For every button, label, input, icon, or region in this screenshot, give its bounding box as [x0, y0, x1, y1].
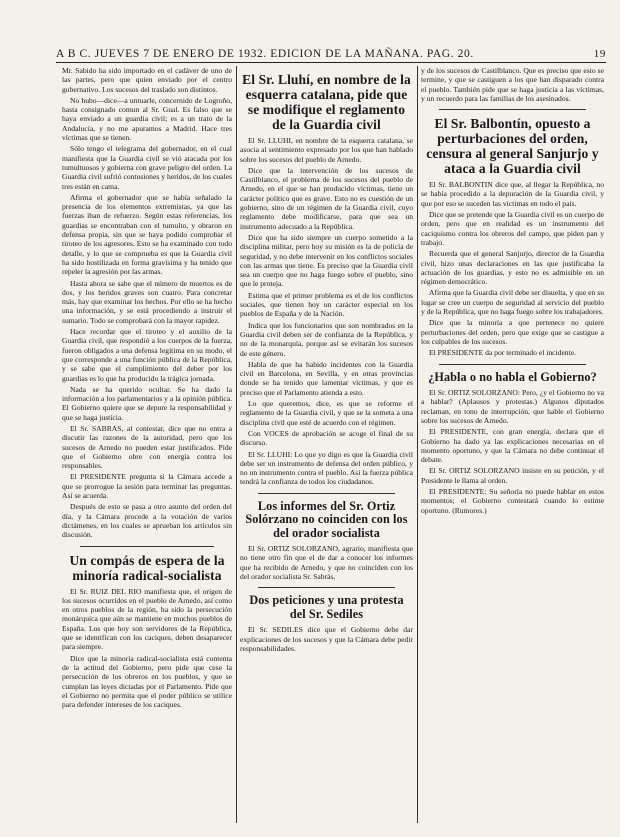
headline-sediles: Dos peticiones y una protesta del Sr. Sediles [249, 593, 404, 621]
column-rule [417, 66, 418, 823]
paragraph: El PRESIDENTE pregunta si la Cámara accede a que se prorrogue la sesión para terminar las preguntas. Así se acuerda. [62, 472, 232, 501]
paragraph: El Sr. ORTIZ SOLORZANO insiste en su petición, y el Presidente le llama al orden. [421, 466, 604, 485]
paragraph: Después de esto se pasa a otro asunto del orden del día, y la Cámara procede a la votación de varios dictámenes, en los cuales se aprueban los artículos sin discusión. [62, 502, 232, 540]
paragraph: Hasta ahora se sabe que el número de muertos es de dos, y los heridos graves son cuatro. Para concretar más, hay que examinar los hechos. Por ello se ha hecho una información, y se está procediendo a instruir el sumario. Todo se comprobará con la mayor rapidez. [62, 278, 232, 325]
paragraph: Dice que la minoría a que pertenece no quiere perturbaciones del orden, pero que exige que se castigue a los culpables de los sucesos. [421, 318, 604, 346]
paragraph: Mr. Sabido ha sido importado en el cadáver de uno de las partes, pero que quien enviado por el centro gubernativo. Los sucesos del traslado son distintos. [62, 66, 232, 94]
paragraph: El Sr. ORTIZ SOLORZANO, agrario, manifiesta que no tiene otro fin que el de dar a conocer los informes que ha recibido de Arnedo, y que no coinciden con los del orador socialista Sr. Sabrás. [240, 544, 413, 582]
column-right [421, 66, 604, 823]
paragraph: Lo que queremos, dice, es que se reforme el reglamento de la Guardia civil, y que se la someta a una disciplina civil que esté de acuerdo con el régimen. [240, 399, 413, 427]
column-rule [236, 66, 237, 823]
header-title: A B C. JUEVES 7 DE ENERO DE 1932. EDICION DE LA MAÑANA. PAG. 20. [56, 48, 474, 60]
paragraph: El Sr. BALBONTIN dice que, al llegar la República, no se había procedido a la depuración de la Guardia civil, y que por eso se suceden las víctimas en todo el país. [421, 180, 604, 208]
paragraph: El PRESIDENTE da por terminado el incidente. [429, 348, 576, 358]
column-left [62, 66, 232, 823]
paragraph: El Sr. SEDILES dice que el Gobierno debe dar explicaciones de los sucesos y que la Cámara debe pedir responsabilidades. [240, 625, 413, 653]
paragraph: Dice que ha sido siempre un cuerpo sometido a la disciplina militar, pero hoy su misión es la de policía de seguridad, y no debe intervenir en los conflictos sociales con las armas que tiene. Es preciso que la Guardia civil sea un cuerpo que no haga fuego sobre el pueblo, sino que le proteja. [240, 232, 413, 289]
paragraph: Hace recordar que el tiroteo y el auxilio de la Guardia civil, que respondió a los cuerpos de la fuerza, fueron obligados a una defensa legítima en su modo, el que corresponde a una función pública de la República, y se sabe que el cumplimiento del deber por los guardias es lo que ha producido la trágica jornada. [62, 327, 232, 383]
paragraph: Dice que la minoría radical-socialista está contenta de la actitud del Gobierno, pero pide que cese la persecución de los obreros en los pueblos, y que se cumplan las leyes dictadas por el Parlamento. Pide que el Gobierno no permita que el poder público se utilice para defender intereses de los caciques. [62, 653, 232, 710]
paragraph: Sólo tengo el telegrama del gobernador, en el cual manifiesta que la Guardia civil se vió atacada por los tumultuosos y gobierna con grave peligro del orden. La Guardia civil sufrió contusiones y heridos, de los cuales tres están en cama. [62, 144, 232, 191]
paragraph: El Sr. SABRAS, al contestar, dice que no entra a discutir las razones de la autoridad, pero que los sucesos de Arnedo no pueden estar justificados. Pide que el Gobierno obre con energía contra los responsables. [62, 423, 232, 471]
paragraph: Recuerda que el general Sanjurjo, director de la Guardia civil, hizo unas declaraciones en las que justificaba la actuación de los guardias, y esto no es admisible en un régimen democrático. [421, 249, 604, 287]
section-divider [439, 364, 586, 365]
headline-radical-socialista: Un compás de espera de la minoría radical-socialista [69, 552, 225, 583]
page-number: 19 [593, 48, 606, 60]
paragraph: y de los sucesos de Castilblanco. Que es preciso que esto se termine, y que se castiguen a los que han disparado contra el pueblo. También pide que se haga justicia a las víctimas, y un recuerdo para las familias de los asesinados. [421, 66, 604, 103]
paragraph: Afirma el gobernador que se había señalado la presencia de los elementos extremistas, ya que las fuerzas iban de refuerzo. Según estas referencias, los guardias se encontraban con el tumulto, y obraron en defensa propia, sin que se haya podido comprobar el tiroteo de los agresores. Esto se ha examinado con todo detalle, y lo que se comprueba es que la Guardia civil ha sido hostilizada en forma gravísima y ha tenido que repeler la agresión por las armas. [62, 192, 232, 277]
headline-ortiz-solorzano: Los informes del Sr. Ortiz Solórzano no coinciden con los del orador socialista [245, 498, 408, 540]
paragraph: El PRESIDENTE: Su señoría no puede hablar en estos momentos; el Gobierno contestará cuando lo estime oportuno. (Rumores.) [421, 487, 604, 515]
page-header [56, 40, 606, 63]
section-divider [258, 587, 395, 588]
section-divider [80, 546, 214, 547]
paragraph: Estima que el primer problema es el de los conflictos sociales, que tienen hoy un carácter especial en los pueblos de España y de la Nación. [240, 290, 413, 319]
paragraph: El Sr. RUIZ DEL RIO manifiesta que, el origen de los sucesos ocurridos en el pueblo de Arnedo, así como en otros pueblos de la región, ha sido la persecución monárquica que aún se mantiene en muchos pueblos de España. Los que hoy son servidores de la República, que se identifican con los caciques, deben desaparecer para siempre. [62, 586, 232, 652]
paragraph: Habla de que ha habido incidentes con la Guardia civil en Barcelona, en Sevilla, y en otras provincias donde se ha tenido que lamentar víctimas, y que es preciso que el Parlamento atienda a esto. [240, 359, 413, 397]
paragraph: Con VOCES de aprobación se acoge el final de su discurso. [240, 428, 413, 448]
paragraph: Afirma que la Guardia civil debe ser disuelta, y que en su lugar se cree un cuerpo de seguridad al servicio del pueblo y de la República, que no haga fuego sobre los trabajadores. [421, 288, 604, 317]
paragraph: El PRESIDENTE, con gran energía, declara que el Gobierno ha dado ya las explicaciones necesarias en el momento oportuno, y que la Cámara no debe continuar el debate. [421, 427, 604, 465]
headline-habla-gobierno: ¿Habla o no habla el Gobierno? [428, 369, 597, 384]
section-divider [258, 493, 395, 494]
paragraph: El Sr. ORTIZ SOLORZANO: Pero, ¿y el Gobierno no va a hablar? (Aplausos y protestas.) Algunos diputados reclaman, en tono de interrupción, que hable el Gobierno sobre los sucesos de Arnedo. [421, 388, 604, 425]
paragraph: Nada se ha querido ocultar. Se ha dado la información a los parlamentarios y a la opinión pública. El Gobierno quiere que se depure la responsabilidad y que se haga justicia. [62, 384, 232, 422]
headline-lluhi: El Sr. Lluhí, en nombre de la esquerra catalana, pide que se modifique el reglamento de la Guardia civil [242, 72, 411, 132]
paragraph: Dice que la intervención de los sucesos de Castilblanco, el problema de los sucesos del pueblo de Arnedo, en el que se han producido víctimas, tiene un carácter político que es grave. Esto no es cuestión de un gobierno, sino de un régimen de la Guardia civil, cuyo reglamento debe modificarse, para que sea un instrumento adecuado a la República. [240, 165, 413, 231]
paragraph: El Sr. LLUHI: Lo que yo digo es que la Guardia civil debe ser un instrumento de defensa del orden público, y no un instrumento contra el pueblo. Así la fuerza pública tendrá la confianza de todos los ciudadanos. [240, 449, 413, 487]
headline-balbontin: El Sr. Balbontín, opuesto a perturbaciones del orden, censura al general Sanjurjo y ataca a la Guardia civil [426, 116, 599, 177]
column-middle [240, 66, 413, 823]
paragraph: Dice que se pretende que la Guardia civil es un cuerpo de orden, pero que en realidad es un instrumento del caciquismo contra los obreros del campo, que piden pan y trabajo. [421, 210, 604, 247]
paragraph: No hubo—dice—a untuarle, concernido de Logroño, hasta consignado comun al Sr. Gual. Es falso que se haya enviado a un guardia civil; es a un trato de la Andalucía, y no me apuramos a Madrid. Hace tres víctimas que se tienen. [62, 95, 232, 143]
paragraph: Indica que los funcionarios que son nombrados en la Guardia civil deben ser de confianza de la República, y no de la monarquía, porque así se evitarán los sucesos de este género. [240, 320, 413, 358]
section-divider [439, 109, 586, 110]
paragraph: El Sr. LLUHI, en nombre de la esquerra catalana, se asocia al sentimiento expresado por los que han hablado sobre los sucesos del pueblo de Arnedo. [240, 136, 413, 164]
